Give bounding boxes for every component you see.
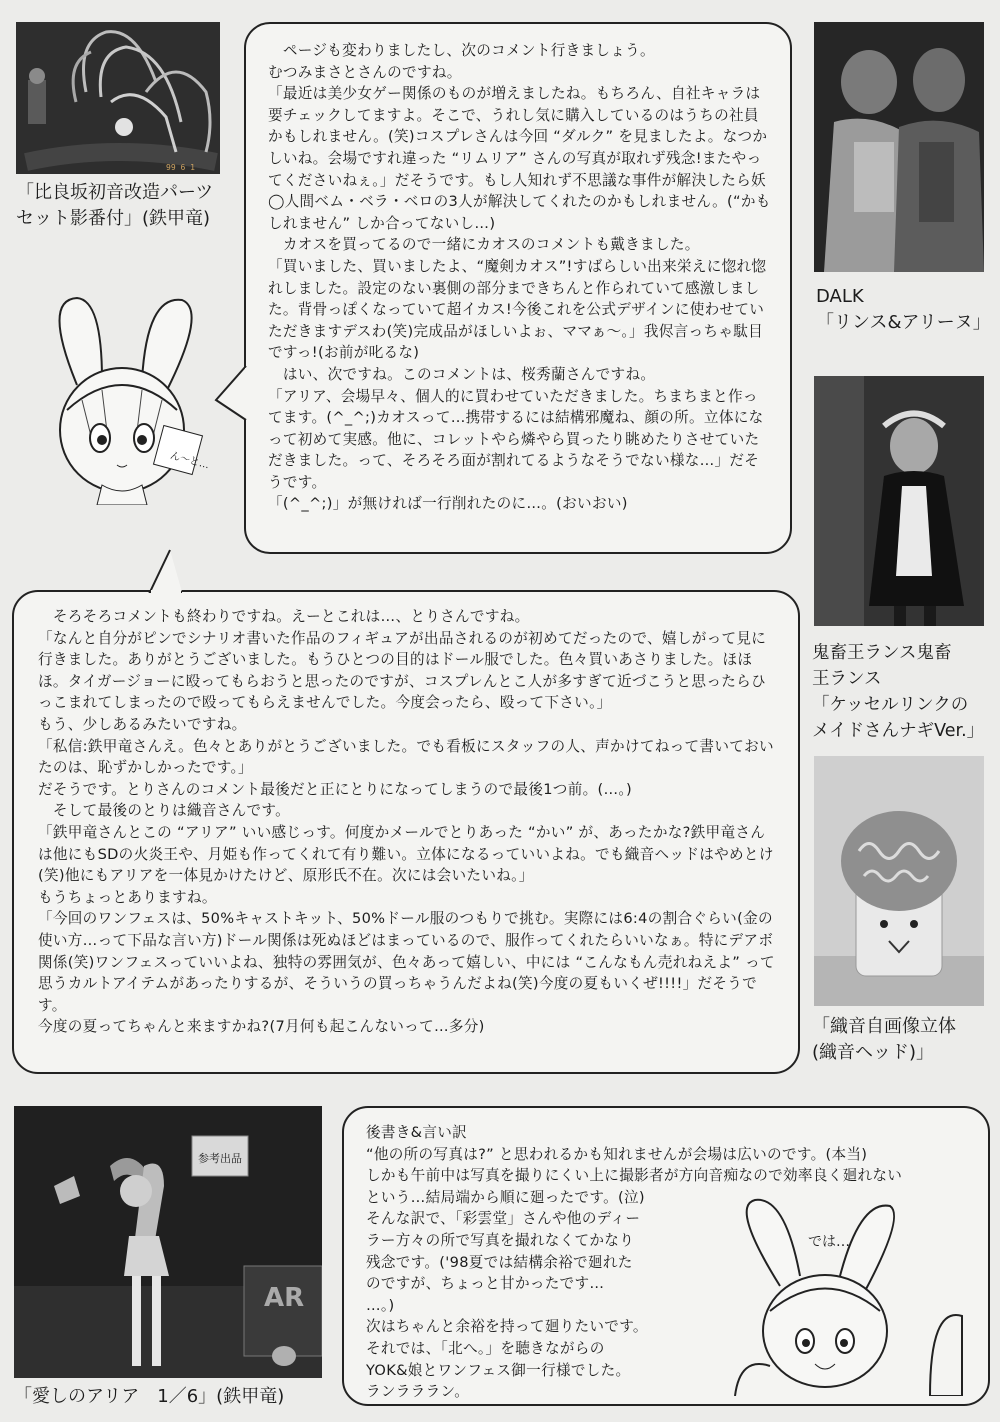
photo-orion-head: [814, 756, 984, 1006]
comment-bubble-middle: [12, 590, 800, 1074]
afterword-line-1: “他の所の写真は?” と思われるかも知れませんが会場は広いのです。(本当): [366, 1145, 868, 1163]
bubble-top-tail: [214, 360, 248, 430]
afterword-line-7: のですが、ちょっと甘かったです…: [366, 1275, 605, 1293]
photo-maid-cosplay: [814, 376, 984, 626]
photo-aria-figure: [14, 1106, 322, 1378]
photo-date-stamp: 99 6 1: [166, 163, 195, 172]
bubble-middle-tail: [140, 548, 184, 594]
photo-hirasaka-parts: [16, 22, 220, 174]
caption-hirasaka-parts: 「比良坂初音改造パーツ セット影番付」(鉄甲竜): [16, 182, 214, 229]
afterword-line-8: …。): [366, 1296, 395, 1314]
afterword-line-9: 次はちゃんと余裕を持って廻りたいです。: [366, 1318, 648, 1336]
caption-aria-figure: 「愛しのアリア 1／6」(鉄甲竜): [14, 1386, 285, 1407]
illustration-note-text: ん〜と…: [168, 450, 211, 472]
afterword-line-4: そんな訳で、「彩雲堂」さんや他のディー: [366, 1210, 641, 1228]
caption-kichikuou-rance: 鬼畜王ランス鬼畜 王ランス 「ケッセルリンクの メイドさんナギVer.」: [812, 643, 985, 741]
illustration-speech-text: では…: [808, 1234, 850, 1250]
afterword-line-3: という…結局端から順に廻ったです。(泣): [366, 1188, 645, 1206]
comments-part1-text: ページも変わりましたし、次のコメント行きましょう。 むつみまさとさんのですね。 「最近は美少女ゲー関係のものが増えましたね。もちろん、自社キャラは要チェックしてますよ。そこで、うれし気に購入しているのはうちの社員かもしれません。(笑)コスプレさんは今回 “ダルク” を見ましたよ。なつかしいね。会場ですれ違った “リムリア” さんの写真が取れず残念!またやってくださいねぇ。」だそうです。もし人知れず不思議な事件が解決したら妖◯人間ベム・ベラ・ベロの3人が解決してくれたのかもしれません。(“かもしれません” しか合ってないし…) カオスを買ってるので一緒にカオスのコメントも戴きました。 「買いました、買いましたよ、“魔剣カオス”!すばらしい出来栄えに惚れ惚れしました。設定のない裏側の部分まできちんと作られていて感激しました。背骨っぽくなっていて超イカス!今後これを公式デザインに使わせていただきますデスわ(笑)完成品がほしいよぉ、ママぁ〜。」我侭言っちゃ駄目ですっ!(お前が叱るな) はい、次ですね。このコメントは、桜秀蘭さんですね。 「アリア、会場早々、個人的に買わせていただきました。ちまちまと作ってます。(^_^;)カオスって…携帯するには結構邪魔ね、顔の所。立体になって初めて実感。他に、コレットやら燐やら買ったり眺めたりさせていただきました。って、そろそろ面が割れてるようなそうでない様な…」だそうです。 「(^_^;)」が無ければ一行削れたのに…。(おいおい): [268, 42, 771, 513]
afterword-line-12: ランラララン。: [366, 1383, 470, 1401]
caption-orion-head: 「織音自画像立体 (織音ヘッド)」: [812, 1016, 956, 1063]
spider-legs-figure: [16, 22, 220, 174]
afterword-line-11: YOK&娘とワンフェス御一行様でした。: [366, 1361, 631, 1379]
afterword-title: 後書き&言い訳: [366, 1124, 468, 1141]
photo-dalk-cosplay: [814, 22, 984, 272]
afterword-line-5: ラー方々の所で写真を撮れなくてかなり: [366, 1231, 635, 1249]
caption-dalk: DALK 「リンス&アリーヌ」: [816, 286, 991, 333]
bunny-maid-illustration-bottom: [700, 1196, 970, 1396]
afterword-line-2: しかも午前中は写真を撮りにくい上に撮影者が方向音痴なので効率良く廻れない: [366, 1167, 903, 1185]
display-sign-text: 参考出品: [198, 1152, 242, 1165]
afterword-line-6: 残念です。('98夏では結構余裕で廻れた: [366, 1253, 633, 1271]
bunny-maid-illustration-top: [22, 290, 218, 505]
comment-bubble-top: [244, 22, 792, 554]
comments-part2-text: そろそろコメントも終わりですね。えーとこれは…、とりさんですね。 「なんと自分がピンでシナリオ書いた作品のフィギュアが出品されるのが初めてだったので、嬉しがって見に行きました。ありがとうございました。もうひとつの目的はドール服でした。色々買いあさりました。ほほほ。タイガージョーに殴ってもらおうと思ったのですが、コスプレんとこ人が多すぎて近づこうと思ったらひっこまれてしまったので殴ってもらえませんでした。今度会ったら、殴って下さい。」 もう、少しあるみたいですね。 「私信:鉄甲竜さんえ。色々とありがとうございました。でも看板にスタッフの人、声かけてねって書いておいたのは、恥ずかしかったです。」 だそうです。とりさんのコメント最後だと正にとりになってしまうので最後1つ前。(…。) そして最後のとりは織音さんです。 「鉄甲竜さんとこの “アリア” いい感じっす。何度かメールでとりあった “かい” が、あったかな?鉄甲竜さんは他にもSDの火炎王や、月姫も作ってくれて有り難い。立体になるっていいよね。でも織音ヘッドはやめとけ(笑)他にもアリアを一体見かけたけど、原形氏不在。次には会いたいね。」 もうちょっとありますね。 「今回のワンフェスは、50%キャストキット、50%ドール服のつもりで挑む。実際には6:4の割合ぐらい(金の使い方…って下品な言い方)ドール関係は死ぬほどはまっているので、服作ってくれたらいいなぁ。特にデアボ関係(笑)ワンフェスっていいよね、独特の雰囲気が、色々あって嬉しい、中には “こんなもん売れねえよ” って思うカルトアイテムがあったりするが、そういうの買っちゃうんだよね(笑)今度の夏もいくぜ!!!!」だそうです。 今度の夏ってちゃんと来ますかね?(7月何も起こんないって…多分): [38, 608, 775, 1036]
afterword-line-10: それでは、「北へ。」を聴きながらの: [366, 1339, 605, 1357]
box-print-text: AR: [264, 1283, 305, 1313]
